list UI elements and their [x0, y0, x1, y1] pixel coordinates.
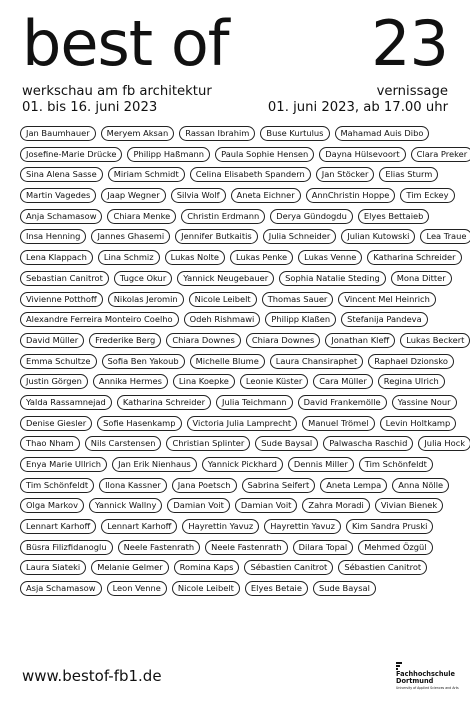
name-tag: Raphael Dzionsko [368, 354, 454, 369]
name-tag: Martin Vagedes [20, 188, 96, 203]
name-tag: Philipp Haßmann [127, 147, 210, 162]
name-row [20, 209, 452, 230]
name-tag: Chiara Downes [246, 333, 321, 348]
name-tag: Lukas Beckert [400, 333, 470, 348]
name-tag: Michelle Blume [190, 354, 265, 369]
name-tag: Sophia Natalie Steding [279, 271, 386, 286]
name-tag: Christian Splinter [166, 436, 250, 451]
name-row [20, 395, 452, 416]
name-tag: Jana Poetsch [172, 478, 237, 493]
name-tag: Tim Schönfeldt [20, 478, 94, 493]
name-tag: Sebastian Canitrot [20, 271, 109, 286]
name-tag: Jannes Ghasemi [91, 229, 170, 244]
name-tag: Dayna Hülsevoort [319, 147, 405, 162]
name-tag: Sude Baysal [313, 581, 376, 596]
name-tag: Christin Erdmann [181, 209, 265, 224]
name-tag: Miriam Schmidt [108, 167, 185, 182]
name-row [20, 354, 452, 375]
name-tag: Denise Giesler [20, 416, 92, 431]
name-tag: Manuel Trömel [302, 416, 374, 431]
name-tag: Palwascha Raschid [323, 436, 413, 451]
name-row [20, 436, 466, 457]
logo-line-2: Dortmund [396, 677, 434, 685]
name-tag: Melanie Gelmer [91, 560, 168, 575]
name-tag: Neele Fastenrath [205, 540, 288, 555]
name-tag: Neele Fastenrath [118, 540, 201, 555]
name-tag: Büsra Filizfidanoglu [20, 540, 113, 555]
name-tag: Vincent Mel Heinrich [338, 292, 436, 307]
name-tag: Alexandre Ferreira Monteiro Coelho [20, 312, 179, 327]
name-row [20, 498, 452, 519]
name-tag: Victoria Julia Lamprecht [187, 416, 298, 431]
name-row [20, 292, 452, 313]
name-tag: Josefine-Marie Drücke [20, 147, 122, 162]
name-tag: Levin Holtkamp [380, 416, 457, 431]
name-tag: Damian Voit [235, 498, 298, 513]
logo-line-1: Fachhochschule [396, 670, 455, 678]
name-row [20, 188, 452, 209]
name-tag: Sabrina Seifert [242, 478, 316, 493]
name-tag: Lina Schmiz [98, 250, 160, 265]
name-tag: Dilara Topal [293, 540, 354, 555]
name-tag: Philipp Klaßen [265, 312, 336, 327]
name-tag: Yannick Wallny [89, 498, 162, 513]
name-row [20, 519, 452, 540]
name-tag: Lukas Penke [230, 250, 293, 265]
name-tag: Jennifer Butkaitis [175, 229, 258, 244]
name-tag: David Müller [20, 333, 84, 348]
name-tag: Julia Hock [418, 436, 470, 451]
name-tag: Odeh Rishmawi [184, 312, 261, 327]
name-tag: Celina Elisabeth Spandern [190, 167, 311, 182]
name-tag: Laura Siateki [20, 560, 86, 575]
name-tag: Vivienne Potthoff [20, 292, 103, 307]
name-tag: Elyes Betaie [245, 581, 308, 596]
name-tag: Tim Schönfeldt [359, 457, 433, 472]
name-tag: Sude Baysal [255, 436, 318, 451]
name-tag: Nicole Leibelt [172, 581, 240, 596]
name-tag: Tim Eckey [400, 188, 454, 203]
name-tag: Justin Görgen [20, 374, 88, 389]
name-tag: Buse Kurtulus [260, 126, 329, 141]
poster-title: best of [22, 7, 229, 80]
name-tag: Sina Alena Sasse [20, 167, 103, 182]
name-tag: Lena Klappach [20, 250, 93, 265]
name-tag: Yannick Neugebauer [177, 271, 274, 286]
name-tag: Aneta Eichner [231, 188, 301, 203]
name-tag: Meryem Aksan [101, 126, 175, 141]
name-tag: Katharina Schreider [117, 395, 211, 410]
name-tag: Sébastien Canitrot [338, 560, 427, 575]
name-tag: Derya Gündogdu [270, 209, 353, 224]
name-tag: Elyes Bettaieb [358, 209, 430, 224]
name-tag: Elias Sturm [379, 167, 438, 182]
name-tag: Zahra Moradi [302, 498, 369, 513]
name-row [20, 416, 452, 437]
name-tag: Hayrettin Yavuz [182, 519, 259, 534]
name-tag: Mahamad Auis Dibo [335, 126, 430, 141]
poster-year: 23 [371, 7, 448, 80]
name-tag: Jan Erik Nienhaus [112, 457, 197, 472]
name-tag: Lukas Nolte [165, 250, 225, 265]
name-tag: Sébastien Canitrot [244, 560, 333, 575]
name-tag: Tugce Okur [114, 271, 172, 286]
event-dates: 01. bis 16. juni 2023 [22, 100, 158, 115]
name-tag: Jan Stöcker [316, 167, 375, 182]
vernissage-label: vernissage [376, 84, 448, 99]
name-tag: Emma Schultze [20, 354, 97, 369]
name-tag: Julian Kutowski [341, 229, 415, 244]
name-tag: David Frankemölle [298, 395, 387, 410]
name-tag: Stefanija Pandeva [341, 312, 428, 327]
name-tag: Lennart Karhoff [101, 519, 177, 534]
name-tag: Hayrettin Yavuz [264, 519, 341, 534]
name-row [20, 560, 452, 581]
name-row [20, 126, 452, 147]
name-row [20, 312, 452, 333]
name-tag: Thao Nham [20, 436, 80, 451]
name-tag: Dennis Miller [288, 457, 354, 472]
name-tag: Silvia Wolf [171, 188, 226, 203]
name-tag: Annika Hermes [93, 374, 168, 389]
name-tag: Asja Schamasow [20, 581, 102, 596]
name-row [20, 457, 452, 478]
name-tag: Insa Henning [20, 229, 86, 244]
name-tag: Lina Koepke [173, 374, 235, 389]
name-tag: Katharina Schreider [367, 250, 461, 265]
name-row [20, 540, 452, 561]
name-tag: Jonathan Kleff [325, 333, 395, 348]
name-tag: Julia Teichmann [216, 395, 293, 410]
event-info [22, 84, 212, 116]
name-tag: Regina Ulrich [378, 374, 445, 389]
name-row [20, 333, 465, 354]
logo-line-3: University of Applied Sciences and Arts [396, 686, 459, 690]
participant-list [20, 126, 468, 602]
name-tag: Ilona Kassner [99, 478, 167, 493]
name-tag: Sofia Ben Yakoub [102, 354, 185, 369]
name-tag: Olga Markov [20, 498, 84, 513]
name-row [20, 271, 452, 292]
name-tag: Yalda Rassamnejad [20, 395, 112, 410]
name-tag: Jaap Wegner [101, 188, 165, 203]
vernissage-info [268, 84, 448, 116]
name-tag: Kim Sandra Pruski [346, 519, 433, 534]
name-tag: Chiara Downes [166, 333, 241, 348]
name-tag: Sofie Hasenkamp [97, 416, 181, 431]
name-row [20, 581, 452, 602]
name-tag: Nikolas Jeromin [108, 292, 184, 307]
name-tag: Lennart Karhoff [20, 519, 96, 534]
name-tag: AnnChristin Hoppe [306, 188, 396, 203]
name-tag: Aneta Lempa [320, 478, 387, 493]
name-tag: Jan Baumhauer [20, 126, 96, 141]
name-tag: Thomas Sauer [262, 292, 334, 307]
name-tag: Frederike Berg [89, 333, 161, 348]
vernissage-date: 01. juni 2023, ab 17.00 uhr [267, 100, 448, 115]
name-tag: Mona Ditter [391, 271, 452, 286]
name-row [20, 167, 452, 188]
name-tag: Chiara Menke [107, 209, 176, 224]
name-tag: Leonie Küster [240, 374, 308, 389]
name-tag: Damian Voit [167, 498, 230, 513]
name-row [20, 374, 452, 395]
name-row [20, 250, 456, 271]
name-tag: Anja Schamasow [20, 209, 102, 224]
name-tag: Lukas Venne [298, 250, 362, 265]
name-tag: Rassan Ibrahim [179, 126, 255, 141]
name-tag: Romina Kaps [174, 560, 240, 575]
name-tag: Cara Müller [313, 374, 373, 389]
name-tag: Leon Venne [107, 581, 167, 596]
name-tag: Yannick Pickhard [202, 457, 283, 472]
fh-logo-icon [396, 662, 402, 670]
name-tag: Vivian Bienek [375, 498, 443, 513]
name-tag: Nils Carstensen [85, 436, 162, 451]
name-tag: Nicole Leibelt [189, 292, 257, 307]
website-link[interactable]: www.bestof-fb1.de [22, 667, 162, 685]
name-tag: Clara Preker [411, 147, 470, 162]
name-row [20, 478, 452, 499]
name-tag: Julia Schneider [263, 229, 337, 244]
name-tag: Paula Sophie Hensen [215, 147, 314, 162]
event-description: werkschau am fb architektur [22, 84, 212, 99]
name-tag: Enya Marie Ullrich [20, 457, 107, 472]
name-row [20, 147, 468, 168]
name-row [20, 229, 467, 250]
name-tag: Anna Nölle [392, 478, 449, 493]
name-tag: Lea Traue [420, 229, 470, 244]
name-tag: Mehmed Özgül [358, 540, 432, 555]
name-tag: Yassine Nour [392, 395, 457, 410]
name-tag: Laura Chansiraphet [270, 354, 364, 369]
